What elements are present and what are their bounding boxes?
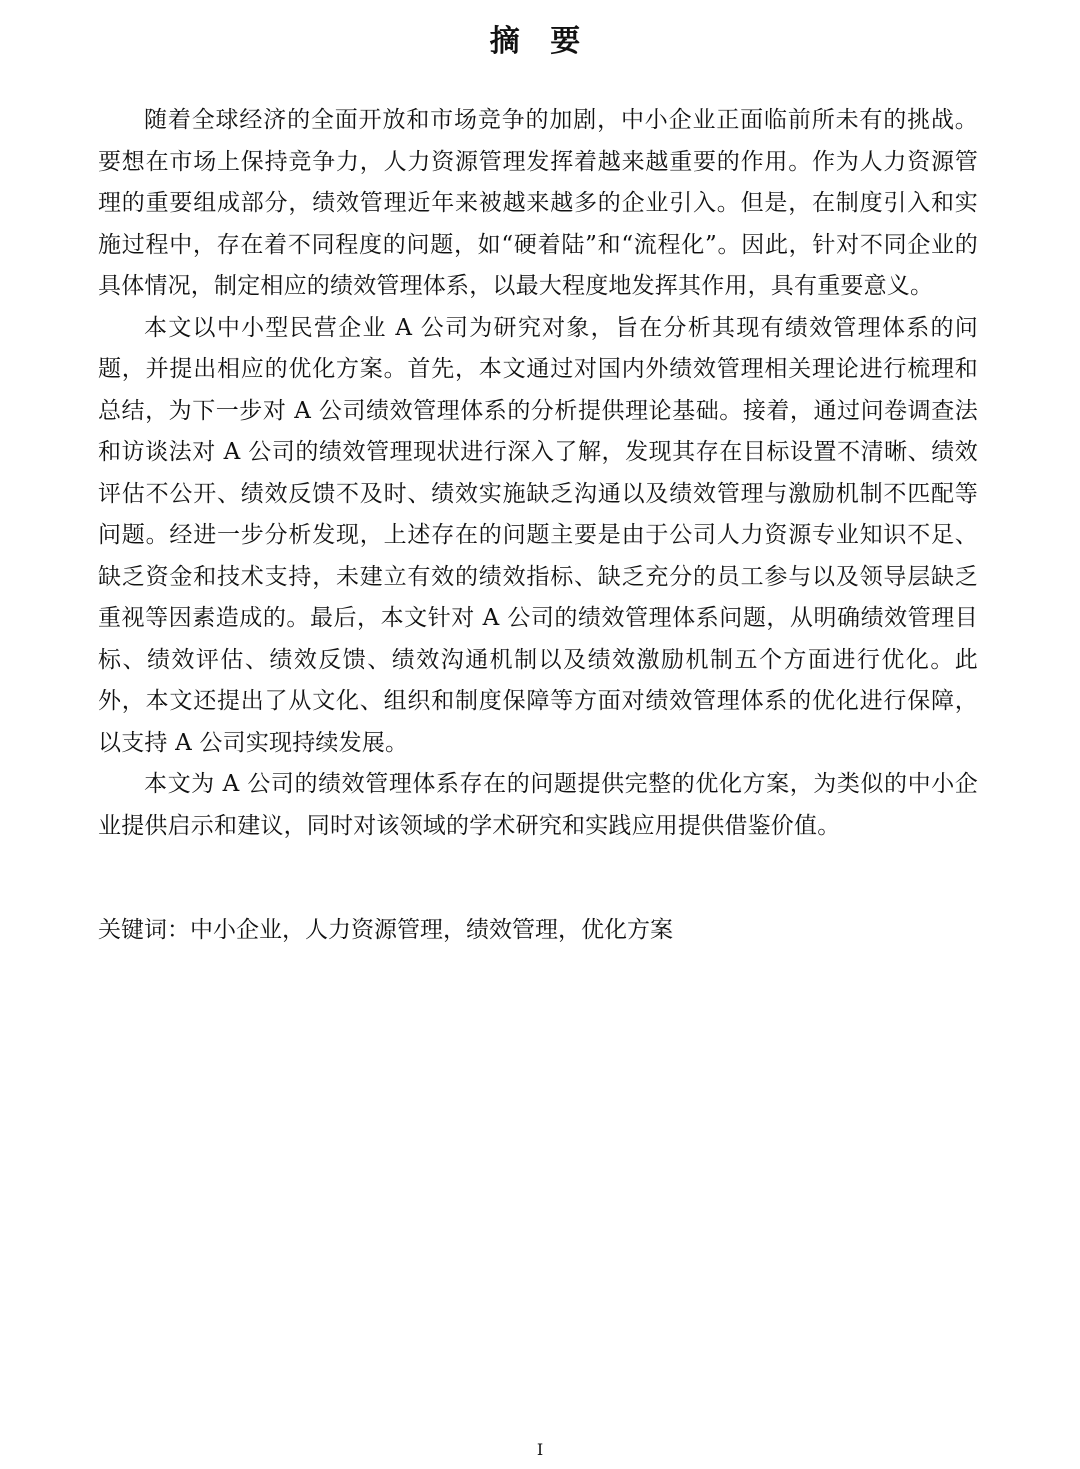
abstract-paragraph-3: 本文为 A 公司的绩效管理体系存在的问题提供完整的优化方案，为类似的中小企业提供启示和建议，同时对该领域的学术研究和实践应用提供借鉴价值。 xyxy=(98,771,978,839)
page-number: I xyxy=(536,1440,544,1459)
abstract-paragraph-1: 随着全球经济的全面开放和市场竞争的加剧，中小企业正面临前所未有的挑战。要想在市场上保持竞争力，人力资源管理发挥着越来越重要的作用。作为人力资源管理的重要组成部分，绩效管理近年来被越来越多的企业引入。但是，在制度引入和实施过程中，存在着不同程度的问题，如“硬着陆”和“流程化”。因此，针对不同企业的具体情况，制定相应的绩效管理体系，以最大程度地发挥其作用，具有重要意义。 xyxy=(98,107,978,299)
page-title: 摘 要 xyxy=(489,24,591,59)
abstract-paragraph-2: 本文以中小型民营企业 A 公司为研究对象，旨在分析其现有绩效管理体系的问题，并提出相应的优化方案。首先，本文通过对国内外绩效管理相关理论进行梳理和总结，为下一步对 A 公司绩效管理体系的分析提供理论基础。接着，通过问卷调查法和访谈法对 A 公司的绩效管理现状进行深入了解，发现其存在目标设置不清晰、绩效评估不公开、绩效反馈不及时、绩效实施缺乏沟通以及绩效管理与激励机制不匹配等问题。经进一步分析发现，上述存在的问题主要是由于公司人力资源专业知识不足、缺乏资金和技术支持，未建立有效的绩效指标、缺乏充分的员工参与以及领导层缺乏重视等因素造成的。最后，本文针对 A 公司的绩效管理体系问题，从明确绩效管理目标、绩效评估、绩效反馈、绩效沟通机制以及绩效激励机制五个方面进行优化。此外，本文还提出了从文化、组织和制度保障等方面对绩效管理体系的优化进行保障，以支持 A 公司实现持续发展。 xyxy=(98,314,978,756)
abstract-body xyxy=(98,100,978,847)
keywords-line: 关键词：中小企业，人力资源管理，绩效管理，优化方案 xyxy=(98,917,673,943)
